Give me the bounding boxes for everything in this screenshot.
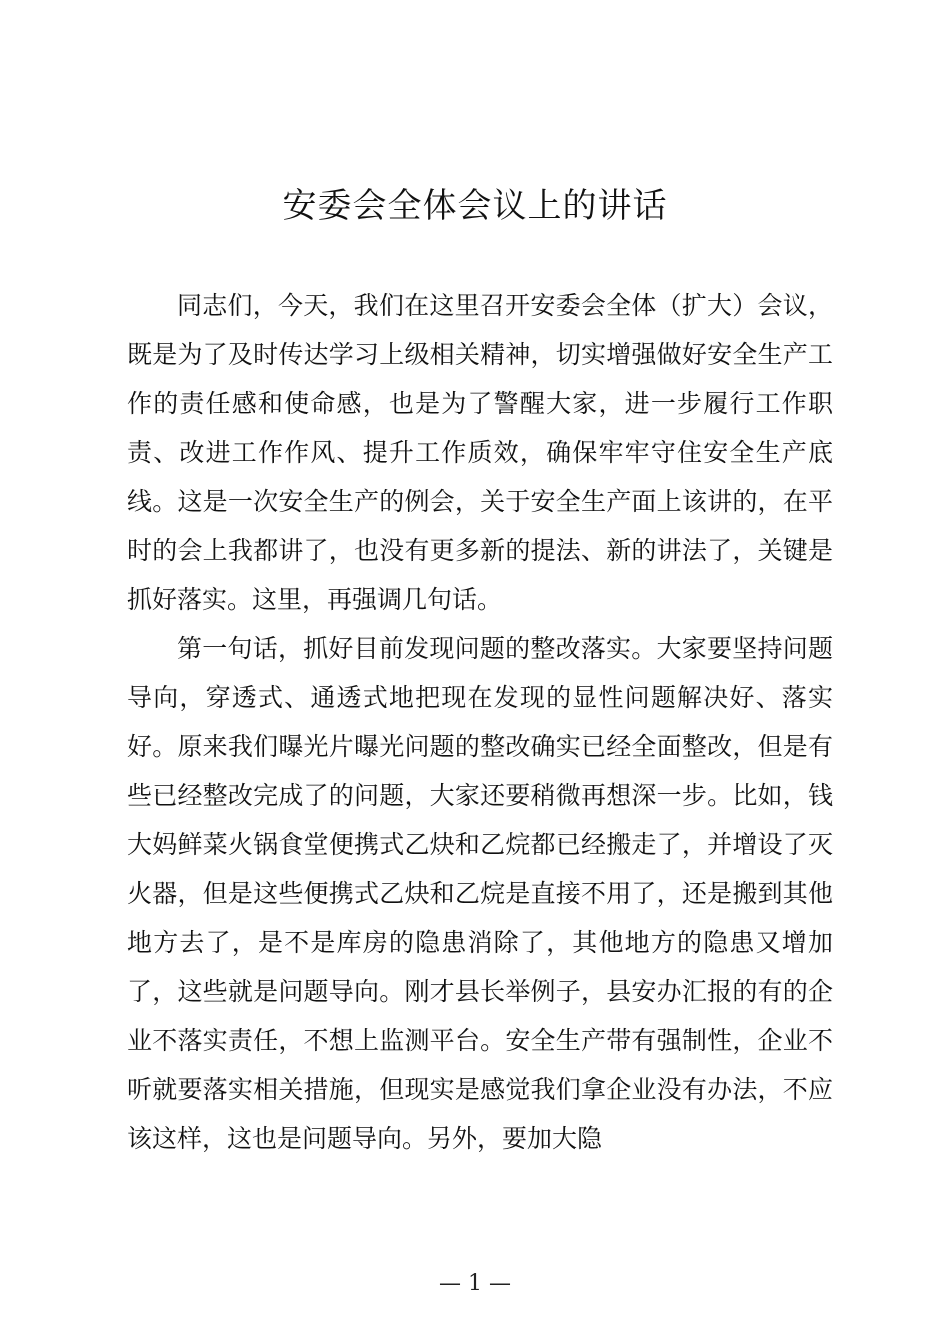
- document-title: 安委会全体会议上的讲话: [282, 186, 668, 226]
- paragraph-2-text: 大家要坚持问题导向，穿透式、通透式地把现在发现的显性问题解决好、落实好。原来我们曝光片曝光问题的整改确实已经全面整改，但是有些已经整改完成了的问题，大家还要稍微再想深一步。比如，钱大妈鲜菜火锅食堂便携式乙炔和乙烷都已经搬走了，并增设了灭火器，但是这些便携式乙炔和乙烷是直接不用了，还是搬到其他地方去了，是不是库房的隐患消除了，其他地方的隐患又增加了，这些就是问题导向。刚才县长举例子，县安办汇报的有的企业不落实责任，不想上监测平台。安全生产带有强制性，企业不听就要落实相关措施，但现实是感觉我们拿企业没有办法，不应该这样，这也是问题导向。另外，要加大隐: [127, 634, 833, 1153]
- paragraph-2: [127, 624, 833, 1163]
- page-number: — 1 —: [439, 1271, 511, 1296]
- document-body: [127, 281, 833, 1163]
- paragraph-1: [127, 281, 833, 624]
- paragraph-1-text: 同志们，今天，我们在这里召开安委会全体（扩大）会议，既是为了及时传达学习上级相关精神，切实增强做好安全生产工作的责任感和使命感，也是为了警醒大家，进一步履行工作职责、改进工作作风、提升工作质效，确保牢牢守住安全生产底线。这是一次安全生产的例会，关于安全生产面上该讲的，在平时的会上我都讲了，也没有更多新的提法、新的讲法了，关键是抓好落实。这里，再强调几句话。: [127, 291, 833, 614]
- paragraph-2-lead: 第一句话，抓好目前发现问题的整改落实。: [177, 634, 657, 663]
